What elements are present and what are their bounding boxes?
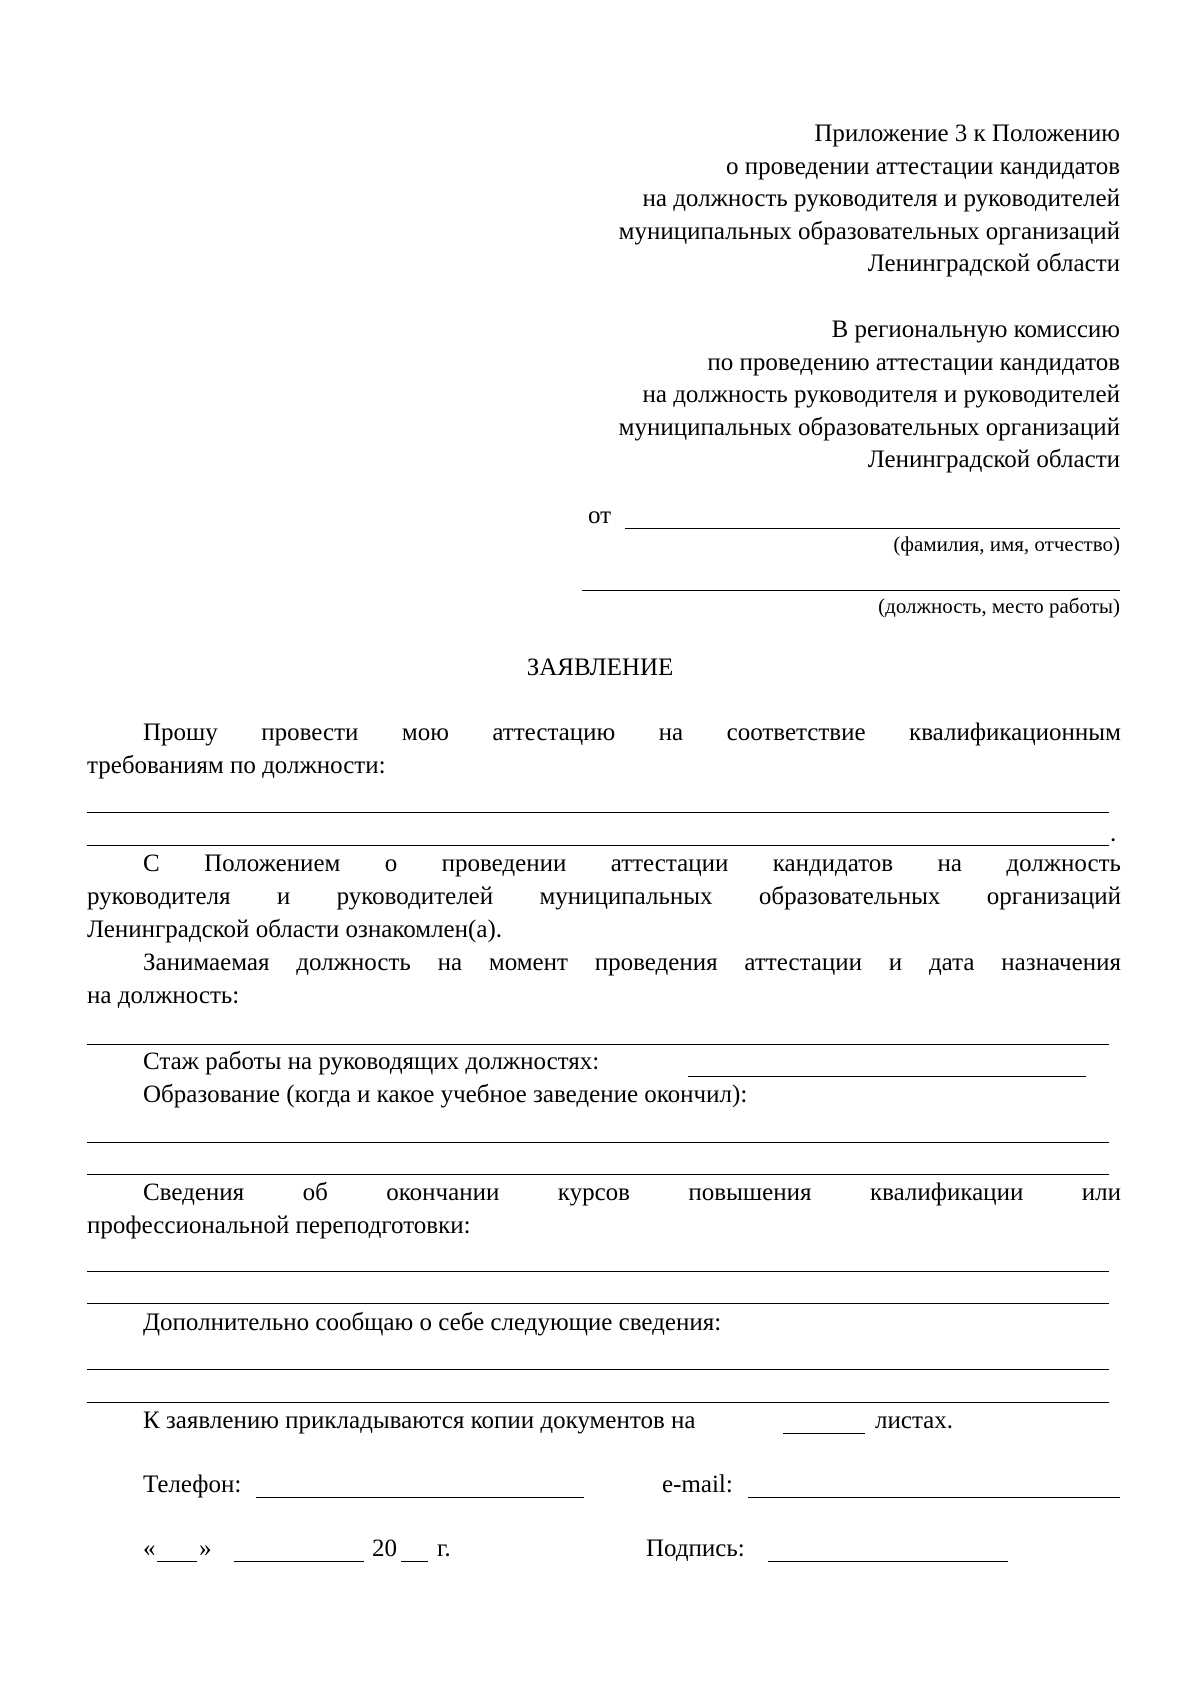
word: проведения xyxy=(594,949,718,976)
word: Положением xyxy=(204,850,341,877)
word: курсов xyxy=(557,1179,630,1206)
word: аттестации xyxy=(744,949,862,976)
attachments-suffix: листах. xyxy=(875,1407,954,1434)
education-label: Образование (когда и какое учебное заведение окончил): xyxy=(143,1081,748,1108)
regulation-paragraph-line2 xyxy=(87,881,1121,914)
word: образовательных xyxy=(758,883,941,910)
word: Сведения xyxy=(143,1179,245,1206)
courses-field-2[interactable] xyxy=(87,1303,1109,1304)
word: и xyxy=(276,883,291,910)
word: провести xyxy=(261,719,359,746)
signature-label: Подпись: xyxy=(646,1535,745,1562)
courses-line2: профессиональной переподготовки: xyxy=(87,1212,471,1239)
word: или xyxy=(1081,1179,1121,1206)
word: должность xyxy=(296,949,411,976)
additional-field-1[interactable] xyxy=(87,1369,1109,1370)
attachment-line: на должность руководителя и руководителей xyxy=(642,185,1120,213)
email-field[interactable] xyxy=(748,1497,1120,1498)
signature-field[interactable] xyxy=(768,1561,1008,1562)
word: проведении xyxy=(441,850,567,877)
word: аттестацию xyxy=(492,719,616,746)
phone-label: Телефон: xyxy=(143,1471,242,1498)
position-caption: (должность, место работы) xyxy=(878,594,1120,618)
attachment-line: Ленинградской области xyxy=(867,250,1120,278)
word: организаций xyxy=(986,883,1121,910)
word: и xyxy=(888,949,903,976)
date-year-prefix: 20 xyxy=(372,1535,397,1562)
additional-label: Дополнительно сообщаю о себе следующие сведения: xyxy=(143,1309,722,1336)
period-mark: . xyxy=(1110,820,1117,847)
courses-line1 xyxy=(143,1177,1121,1210)
word: об xyxy=(302,1179,328,1206)
word: на xyxy=(437,949,463,976)
sheets-count-field[interactable] xyxy=(783,1433,865,1434)
education-field-1[interactable] xyxy=(87,1142,1109,1143)
word: соответствие xyxy=(726,719,866,746)
date-open-quote: « xyxy=(143,1535,156,1562)
addressee-line: Ленинградской области xyxy=(867,446,1120,474)
courses-field-1[interactable] xyxy=(87,1271,1109,1272)
request-paragraph-line2: требованиям по должности: xyxy=(87,752,386,779)
current-position-line2: на должность: xyxy=(87,982,240,1009)
from-label: от xyxy=(588,502,612,529)
experience-label: Стаж работы на руководящих должностях: xyxy=(143,1048,600,1075)
word: дата xyxy=(928,949,975,976)
word: муниципальных xyxy=(539,883,713,910)
current-position-field[interactable] xyxy=(87,1044,1109,1045)
attachment-header xyxy=(619,118,1120,281)
word: руководителей xyxy=(336,883,494,910)
regulation-paragraph-line1 xyxy=(143,848,1121,881)
word: аттестации xyxy=(610,850,729,877)
date-month-field[interactable] xyxy=(234,1561,364,1562)
word: С xyxy=(143,850,160,877)
word: повышения xyxy=(688,1179,812,1206)
position-request-field-1[interactable] xyxy=(87,812,1109,813)
word: мою xyxy=(401,719,449,746)
attachments-label: К заявлению прикладываются копии документов на xyxy=(143,1407,696,1434)
position-request-field-2[interactable] xyxy=(87,845,1109,846)
date-year-suffix: г. xyxy=(437,1535,451,1562)
addressee-line: по проведению аттестации кандидатов xyxy=(707,348,1120,376)
word: назначения xyxy=(1001,949,1121,976)
addressee-block xyxy=(619,314,1120,477)
regulation-paragraph-line3: Ленинградской области ознакомлен(а). xyxy=(87,916,503,943)
attachment-line: Приложение 3 к Положению xyxy=(814,120,1120,147)
request-paragraph-line1 xyxy=(143,717,1121,750)
word: на xyxy=(937,850,962,877)
word: кандидатов xyxy=(772,850,894,877)
date-day-field[interactable] xyxy=(157,1561,197,1562)
addressee-line: В региональную комиссию xyxy=(831,316,1120,343)
word: на xyxy=(658,719,684,746)
word: квалификационным xyxy=(909,719,1121,746)
position-field[interactable] xyxy=(582,590,1120,591)
phone-field[interactable] xyxy=(256,1497,584,1498)
date-year-field[interactable] xyxy=(401,1561,428,1562)
word: окончании xyxy=(386,1179,500,1206)
word: о xyxy=(384,850,398,877)
attachment-line: муниципальных образовательных организаций xyxy=(618,217,1120,245)
addressee-line: муниципальных образовательных организаций xyxy=(618,413,1120,441)
education-field-2[interactable] xyxy=(87,1174,1109,1175)
addressee-line: на должность руководителя и руководителей xyxy=(642,381,1120,409)
date-close-quote: » xyxy=(199,1535,212,1562)
word: квалификации xyxy=(869,1179,1024,1206)
attachment-line: о проведении аттестации кандидатов xyxy=(726,152,1120,180)
word: должность xyxy=(1006,850,1121,877)
document-title: ЗАЯВЛЕНИЕ xyxy=(526,654,674,681)
experience-field[interactable] xyxy=(688,1076,1086,1077)
current-position-line1 xyxy=(143,947,1121,980)
email-label: e-mail: xyxy=(662,1471,733,1498)
word: руководителя xyxy=(87,883,231,910)
additional-field-2[interactable] xyxy=(87,1402,1109,1403)
word: момент xyxy=(488,949,568,976)
fio-field[interactable] xyxy=(625,528,1120,529)
fio-caption: (фамилия, имя, отчество) xyxy=(893,532,1120,556)
word: Прошу xyxy=(143,719,218,746)
word: Занимаемая xyxy=(143,949,270,976)
